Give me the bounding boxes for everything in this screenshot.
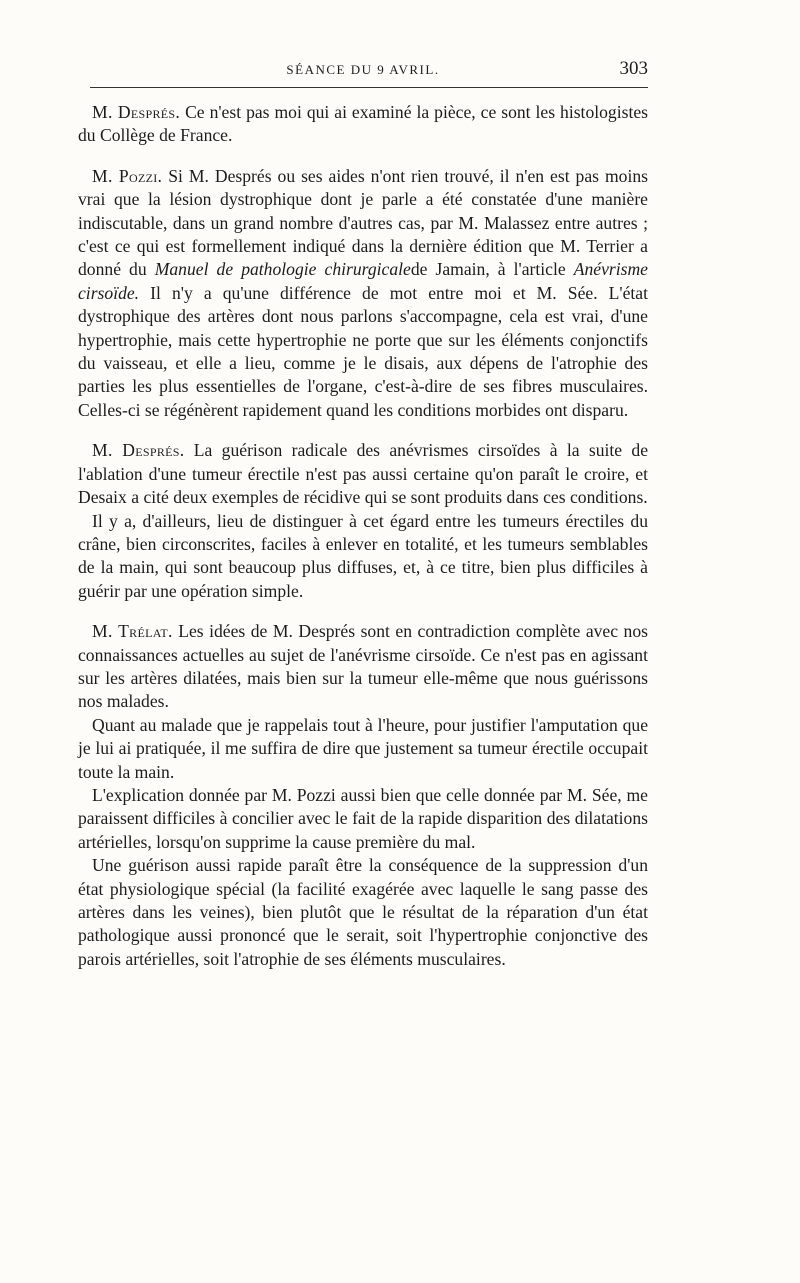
paragraph-text: Ce n'est pas moi qui ai examiné la pièce, ce sont les histologistes du Collège de France. (78, 102, 648, 146)
paragraph-trelat-4 (78, 854, 648, 971)
speaker-name: M. Després. (92, 102, 181, 122)
paragraph-text: Les idées de M. Després sont en contradiction complète avec nos connaissances actuelles au sujet de l'anévrisme cirsoïde. Ce n'est pas en agissant sur les artères dilatées, mais bien sur la tumeur elle-même que nous guérissons nos malades. (78, 621, 648, 712)
paragraph-pozzi (78, 165, 648, 422)
paragraph-text: Quant au malade que je rappelais tout à l'heure, pour justifier l'amputation que je lui ai pratiquée, il me suffira de dire que justement sa tumeur érectile occupait toute la main. (78, 714, 648, 782)
speaker-name: M. Pozzi. (92, 165, 163, 186)
speaker-name: M. Trélat. (92, 621, 173, 642)
speaker-name: M. Després. (92, 440, 185, 461)
paragraph-text: L'explication donnée par M. Pozzi aussi bien que celle donnée par M. Sée, me paraissent difficiles à concilier avec le fait de la rapide disparition des dilatations artérielles, lorsqu'on supprime la cause première du mal. (78, 784, 648, 852)
running-head (78, 58, 648, 82)
book-title-italic: Manuel de pathologie chirurgicale (154, 259, 411, 280)
paragraph-text: La guérison radicale des anévrismes cirsoïdes à la suite de l'ablation d'une tumeur érectile n'est pas aussi certaine qu'on paraît le croire, et Desaix a cité deux exemples de récidive qui se sont produits dans ces conditions. (78, 440, 649, 508)
article-title-italic: Anévrisme cirsoïde. (78, 259, 648, 303)
paragraph-text: Il y a, d'ailleurs, lieu de distinguer à cet égard entre les tumeurs érectiles du crâne, bien circonscrites, faciles à enlever en totalité, et les tumeurs semblables de la main, qui sont beaucoup plus diffuses, et, à ce titre, bien plus difficiles à guérir par une opération simple. (78, 510, 648, 601)
body-text (78, 101, 648, 971)
paragraph-despres-1 (78, 101, 648, 148)
page-number: 303 (619, 58, 648, 79)
paragraph-trelat-3 (78, 784, 648, 854)
header-rule (90, 87, 648, 88)
paragraph-text: de Jamain, à l'article (410, 259, 574, 280)
paragraph-text: Une guérison aussi rapide paraît être la conséquence de la suppression d'un état physiologique spécial (la facilité exagérée avec laquelle le sang passe des artères dans les veines), bien plutôt que le résultat de la réparation d'un état pathologique aussi prononcé que le serait, soit l'hypertrophie conjonctive des parois artérielles, soit l'atrophie de ses éléments musculaires. (78, 855, 648, 969)
paragraph-despres-2 (78, 439, 648, 509)
paragraph-text: Il n'y a qu'une différence de mot entre moi et M. Sée. L'état dystrophique des artères dont nous parlons s'accompagne, cela est vrai, d'une hypertrophie, mais cette hypertrophie ne porte que sur les éléments conjonctifs du vaisseau, et elle a lieu, comme je le disais, aux dépens de l'atrophie des parties les plus essentielles de l'organe, c'est-à-dire de ses fibres musculaires. Celles-ci se régénèrent rapidement quand les conditions morbides ont disparu. (78, 282, 648, 420)
paragraph-trelat-1 (78, 620, 648, 714)
paragraph-trelat-2 (78, 714, 648, 784)
paragraph-despres-3 (78, 510, 648, 604)
paragraph-text: Si M. Després ou ses aides n'ont rien trouvé, il n'en est pas moins vrai que la lésion dystrophique dont je parle a été constatée d'une manière indiscutable, dans un grand nombre d'autres cas, par M. Malassez entre autres ; c'est ce qui est formellement indiqué dans la dernière édition que M. Terrier a donné du (78, 165, 649, 280)
running-title: SÉANCE DU 9 AVRIL. (286, 62, 440, 77)
